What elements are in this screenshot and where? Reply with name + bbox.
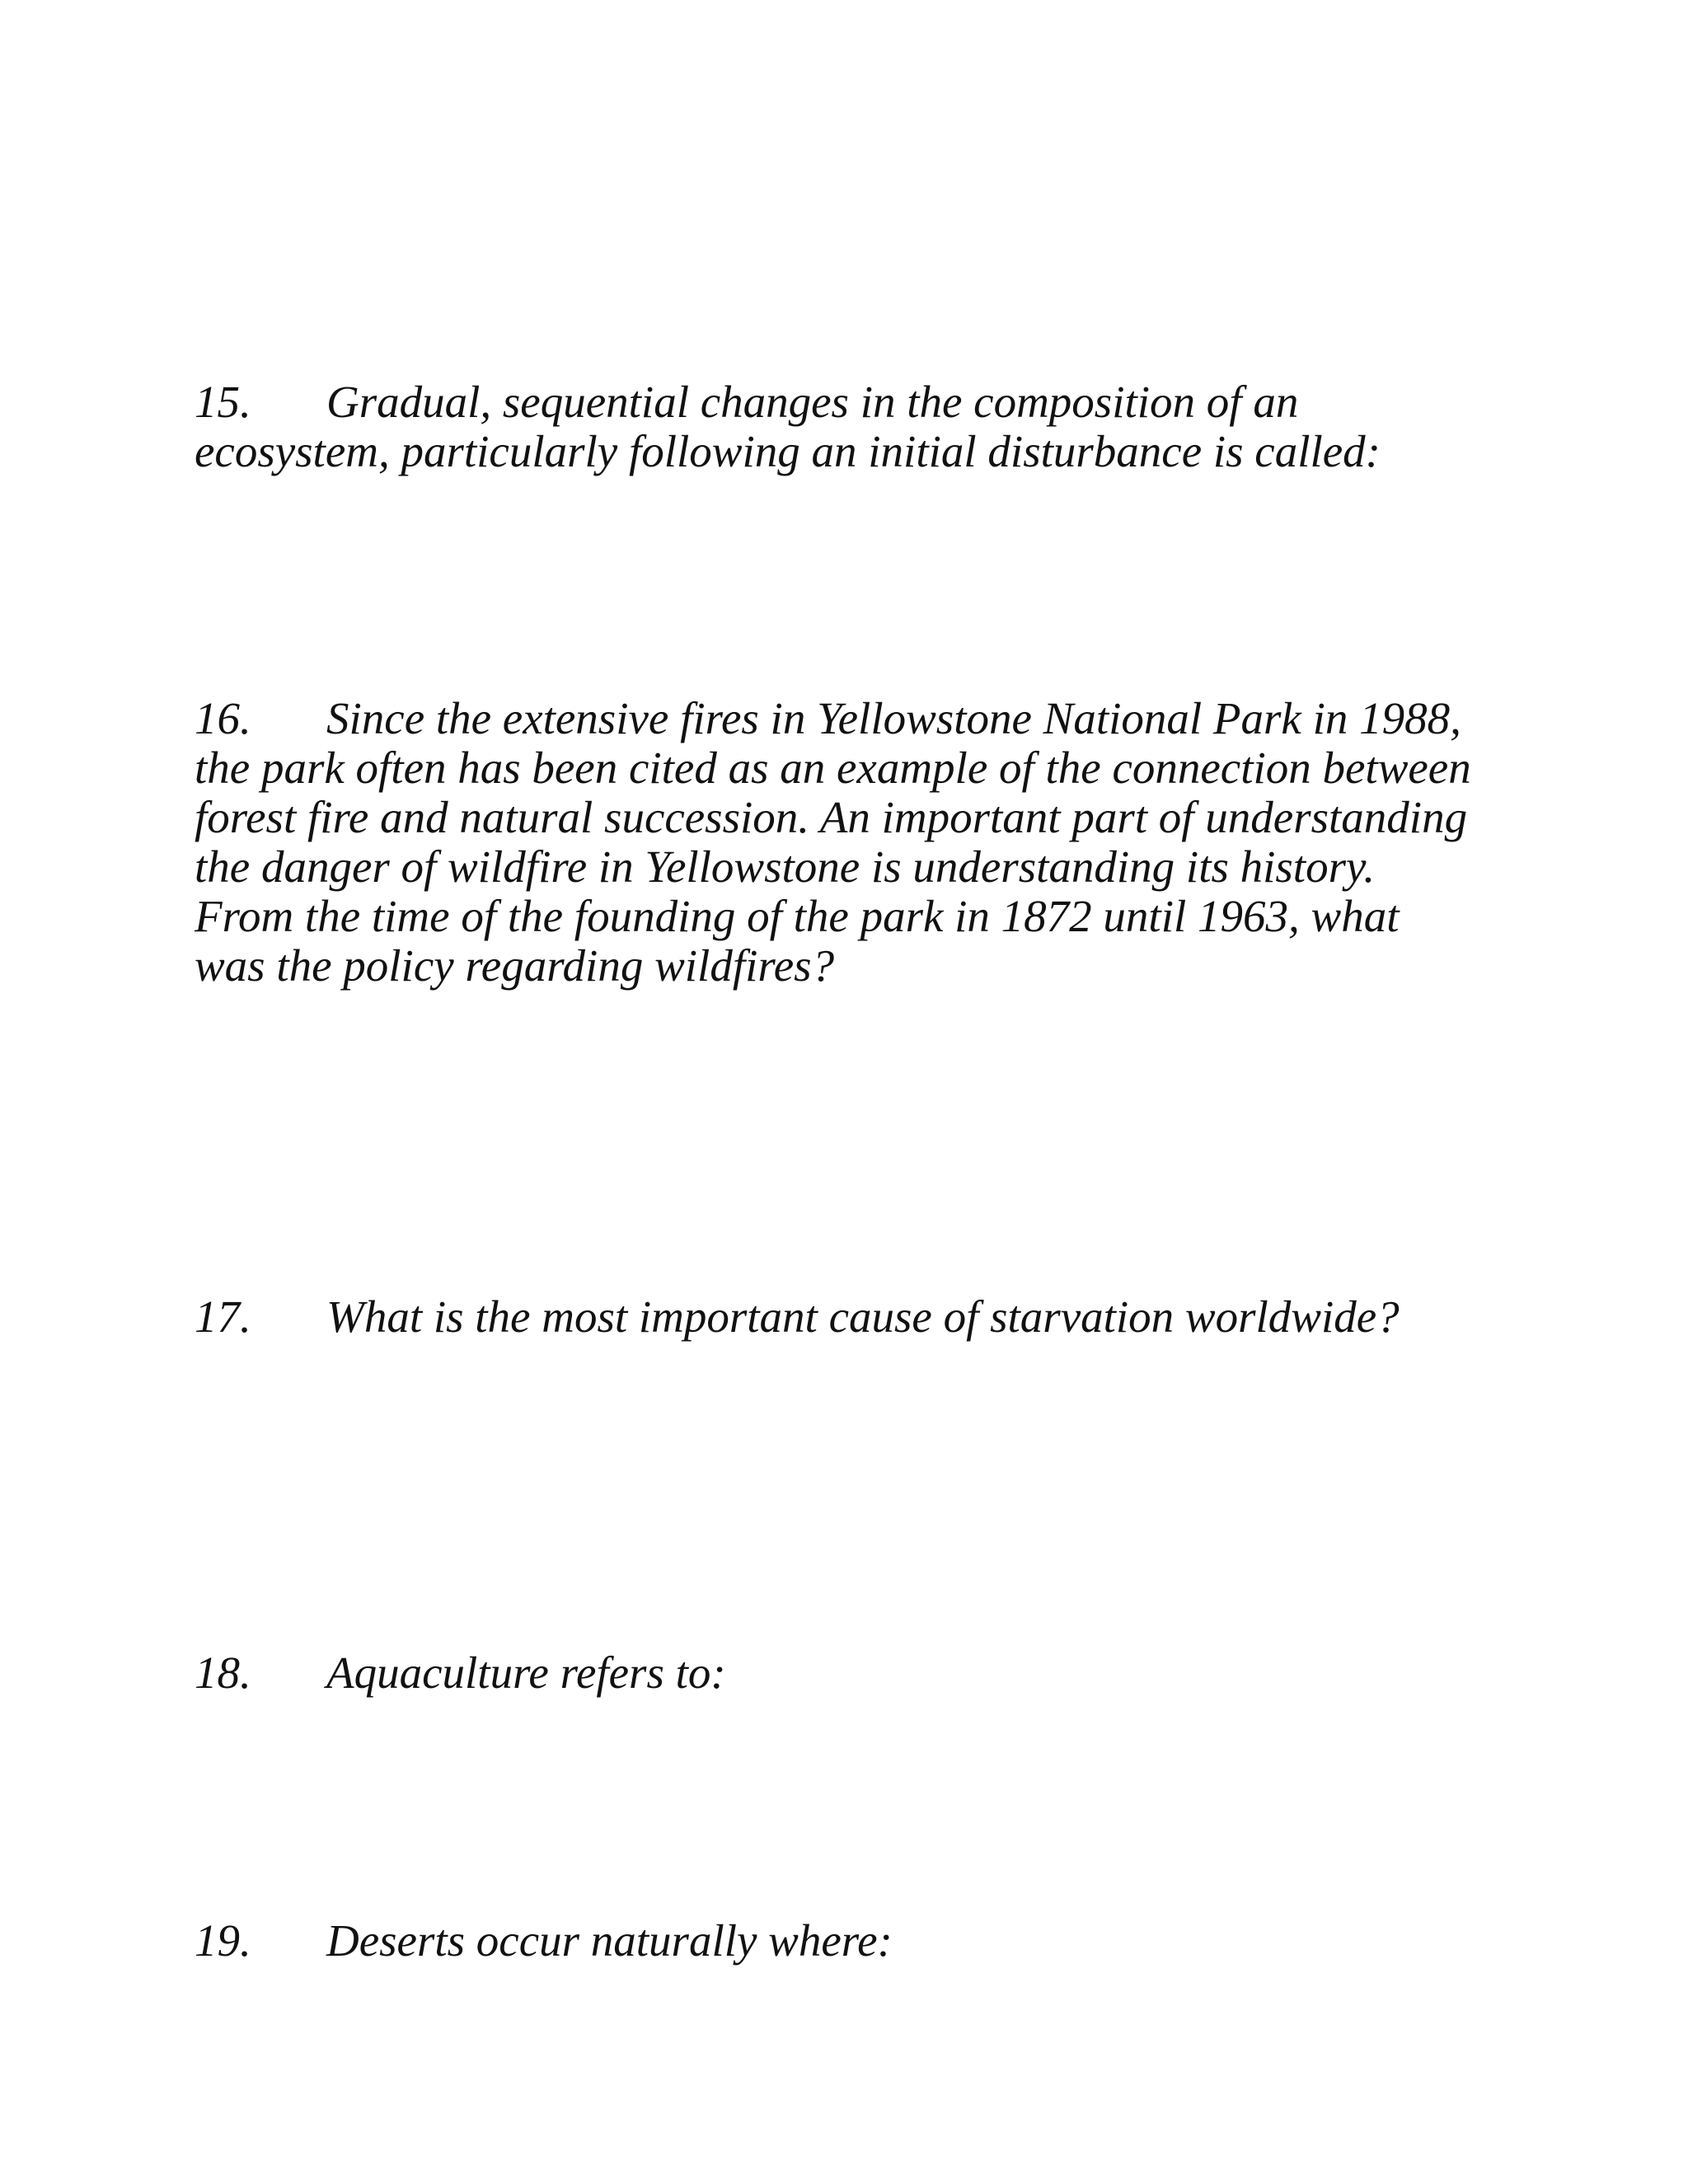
question-15 [195, 377, 1480, 476]
question-18 [195, 1648, 1480, 1698]
question-19 [195, 1916, 1480, 1966]
question-number: 17. [195, 1291, 251, 1342]
question-text: Deserts occur naturally where: [326, 1915, 893, 1966]
question-text: Since the extensive fires in Yellowstone National Park in 1988, the park often has been cited as an example of the connection between forest fire and natural succession. An important part of understanding the danger of wildfire in Yellowstone is understanding its history. From the time of the founding of the park in 1872 until 1963, what was the policy regarding wildfires? [195, 693, 1471, 991]
question-number: 16. [195, 693, 251, 743]
question-text: Aquaculture refers to: [326, 1647, 726, 1698]
question-text: Gradual, sequential changes in the composition of an ecosystem, particularly following an initial disturbance is called: [195, 377, 1381, 476]
question-number: 15. [195, 377, 251, 427]
question-number: 18. [195, 1647, 251, 1698]
question-text: What is the most important cause of starvation worldwide? [326, 1291, 1400, 1342]
question-17 [195, 1292, 1480, 1342]
question-16 [195, 694, 1480, 991]
question-number: 19. [195, 1915, 251, 1966]
